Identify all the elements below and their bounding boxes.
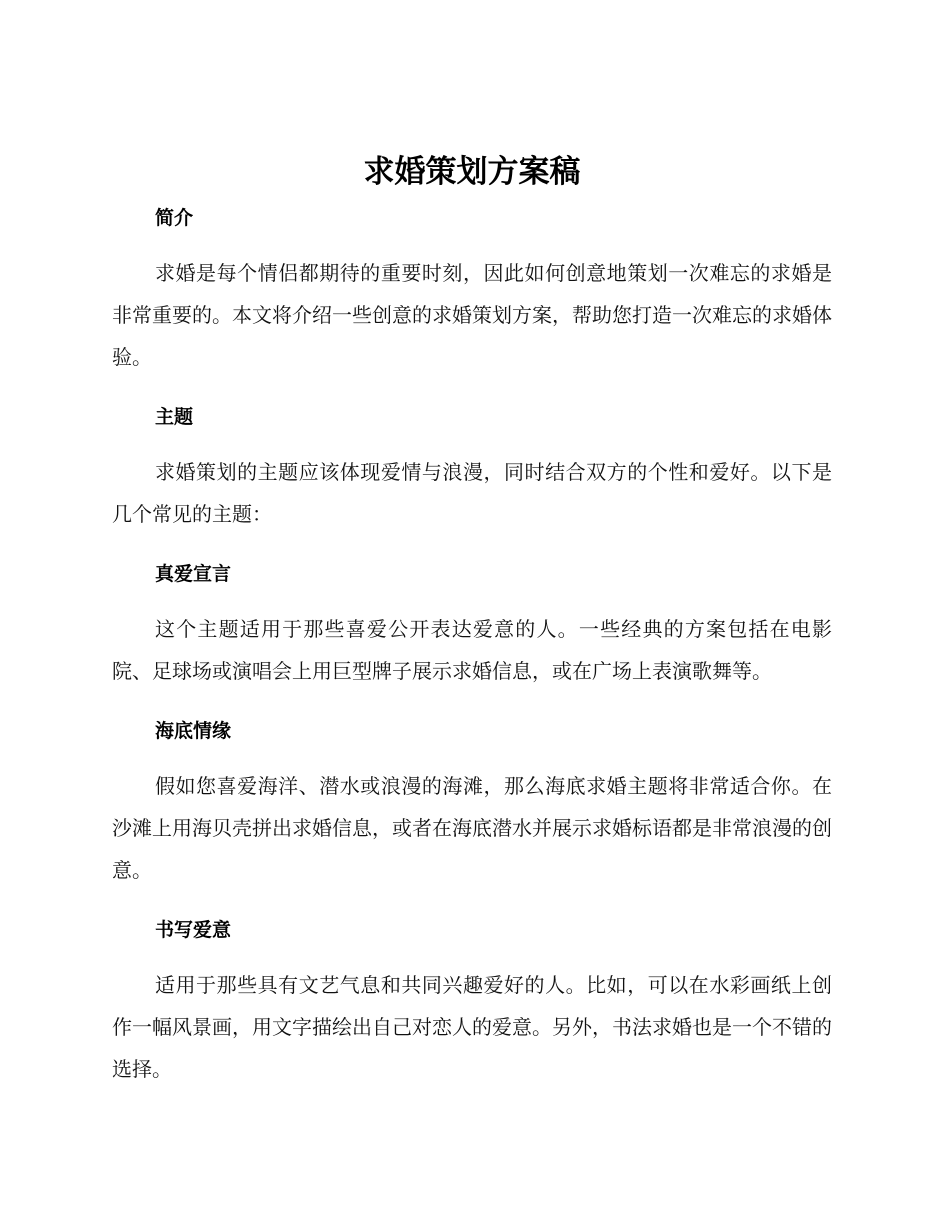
section-paragraph-writing-love: 适用于那些具有文艺气息和共同兴趣爱好的人。比如，可以在水彩画纸上创作一幅风景画，用文字描绘出自己对恋人的爱意。另外，书法求婚也是一个不错的选择。 — [112, 973, 832, 1081]
section-paragraph-undersea: 假如您喜爱海洋、潜水或浪漫的海滩，那么海底求婚主题将非常适合你。在沙滩上用海贝壳拼出求婚信息，或者在海底潜水并展示求婚标语都是非常浪漫的创意。 — [112, 774, 832, 882]
section-heading-theme: 主题 — [155, 406, 194, 428]
section-paragraph-true-love: 这个主题适用于那些喜爱公开表达爱意的人。一些经典的方案包括在电影院、足球场或演唱会上用巨型牌子展示求婚信息，或在广场上表演歌舞等。 — [112, 617, 832, 683]
section-paragraph-theme: 求婚策划的主题应该体现爱情与浪漫，同时结合双方的个性和爱好。以下是几个常见的主题： — [112, 460, 832, 526]
document-body — [112, 150, 832, 1090]
section-heading-true-love: 真爱宣言 — [155, 563, 232, 585]
section-heading-intro: 简介 — [155, 207, 194, 229]
section-paragraph-intro: 求婚是每个情侣都期待的重要时刻，因此如何创意地策划一次难忘的求婚是非常重要的。本文将介绍一些创意的求婚策划方案，帮助您打造一次难忘的求婚体验。 — [112, 261, 832, 369]
section-heading-writing-love: 书写爱意 — [155, 919, 232, 941]
document-title: 求婚策划方案稿 — [363, 154, 581, 190]
section-heading-undersea: 海底情缘 — [155, 720, 232, 742]
